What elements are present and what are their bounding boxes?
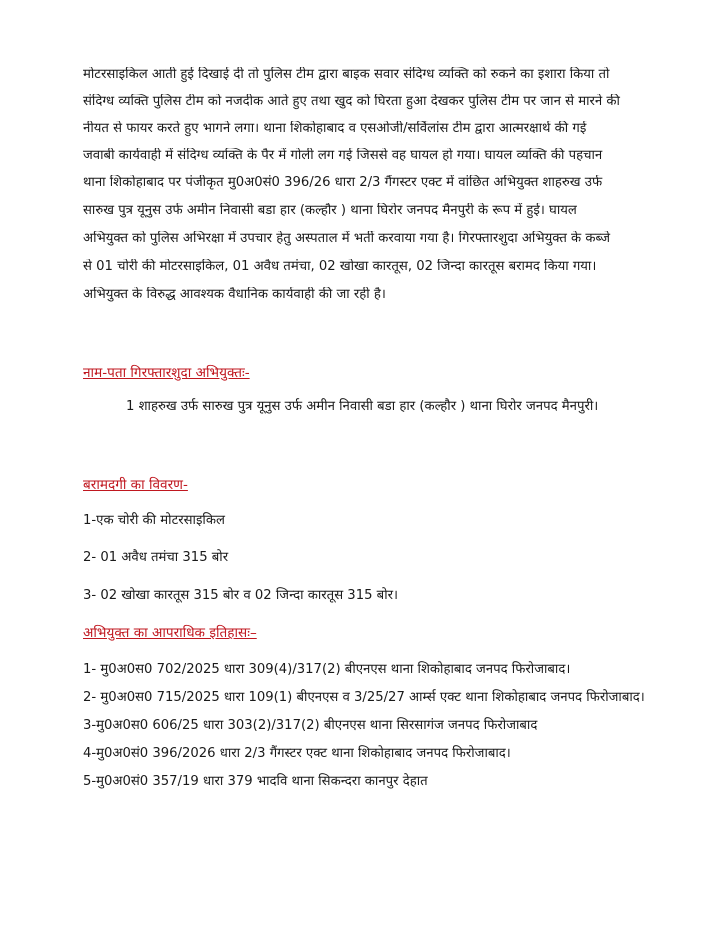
paragraph-line: नीयत से फायर करते हुए भागने लगा। थाना शिकोहाबाद व एसओजी/सर्विलांस टीम द्वारा आत्मरक्षार्थ की गई (83, 121, 587, 136)
history-item: 5-मु0अ0सं0 357/19 धारा 379 भादवि थाना सिकन्दरा कानपुर देहात (83, 774, 428, 789)
paragraph-line: से 01 चोरी की मोटरसाइकिल, 01 अवैध तमंचा, 02 खोखा कारतूस, 02 जिन्दा कारतूस बरामद किया गया। (83, 259, 597, 274)
recovery-heading: बरामदगी का विवरण- (83, 477, 188, 493)
paragraph-line: सारुख पुत्र यूनुस उर्फ अमीन निवासी बडा हार (कल्हौर ) थाना घिरोर जनपद मैनपुरी के रूप में हुई। घायल (83, 203, 577, 218)
arrested-heading: नाम-पता गिरफ्तारशुदा अभियुक्तः- (83, 365, 250, 381)
paragraph-line: जवाबी कार्यवाही में संदिग्ध व्यक्ति के पैर में गोली लग गई जिससे वह घायल हो गया। घायल व्यक्ति की पहचान (83, 148, 603, 163)
recovery-item: 1-एक चोरी की मोटरसाइकिल (83, 513, 225, 528)
history-heading: अभियुक्त का आपराधिक इतिहासः– (83, 625, 257, 641)
paragraph-line: संदिग्ध व्यक्ति पुलिस टीम को नजदीक आते हुए तथा खुद को घिरता हुआ देखकर पुलिस टीम पर जान से मारने की (83, 94, 620, 109)
recovery-item: 3- 02 खोखा कारतूस 315 बोर व 02 जिन्दा कारतूस 315 बोर। (83, 588, 399, 603)
arrested-entry: 1 शाहरुख उर्फ सारुख पुत्र यूनुस उर्फ अमीन निवासी बडा हार (कल्हौर ) थाना घिरोर जनपद मैनपुरी। (126, 399, 599, 414)
recovery-item: 2- 01 अवैध तमंचा 315 बोर (83, 550, 229, 565)
paragraph-line: मोटरसाइकिल आती हुई दिखाई दी तो पुलिस टीम द्वारा बाइक सवार संदिग्ध व्यक्ति को रुकने का इशारा किया तो (83, 67, 610, 82)
history-item: 3-मु0अ0स0 606/25 धारा 303(2)/317(2) बीएनएस थाना सिरसागंज जनपद फिरोजाबाद (83, 718, 538, 733)
history-item: 2- मु0अ0स0 715/2025 धारा 109(1) बीएनएस व 3/25/27 आर्म्स एक्ट थाना शिकोहाबाद जनपद फिरोजाबाद। (83, 690, 645, 705)
history-item: 4-मु0अ0सं0 396/2026 धारा 2/3 गैंगस्टर एक्ट थाना शिकोहाबाद जनपद फिरोजाबाद। (83, 746, 511, 761)
history-item: 1- मु0अ0स0 702/2025 धारा 309(4)/317(2) बीएनएस थाना शिकोहाबाद जनपद फिरोजाबाद। (83, 662, 571, 677)
paragraph-line: थाना शिकोहाबाद पर पंजीकृत मु0अ0सं0 396/26 धारा 2/3 गैंगस्टर एक्ट में वांछित अभियुक्त शाहरुख उर्फ (83, 175, 603, 190)
paragraph-line: अभियुक्त को पुलिस अभिरक्षा में उपचार हेतु अस्पताल में भर्ती करवाया गया है। गिरफ्तारशुदा अभियुक्त के कब्जे (83, 231, 611, 246)
paragraph-line: अभियुक्त के विरुद्ध आवश्यक वैधानिक कार्यवाही की जा रही है। (83, 287, 386, 302)
